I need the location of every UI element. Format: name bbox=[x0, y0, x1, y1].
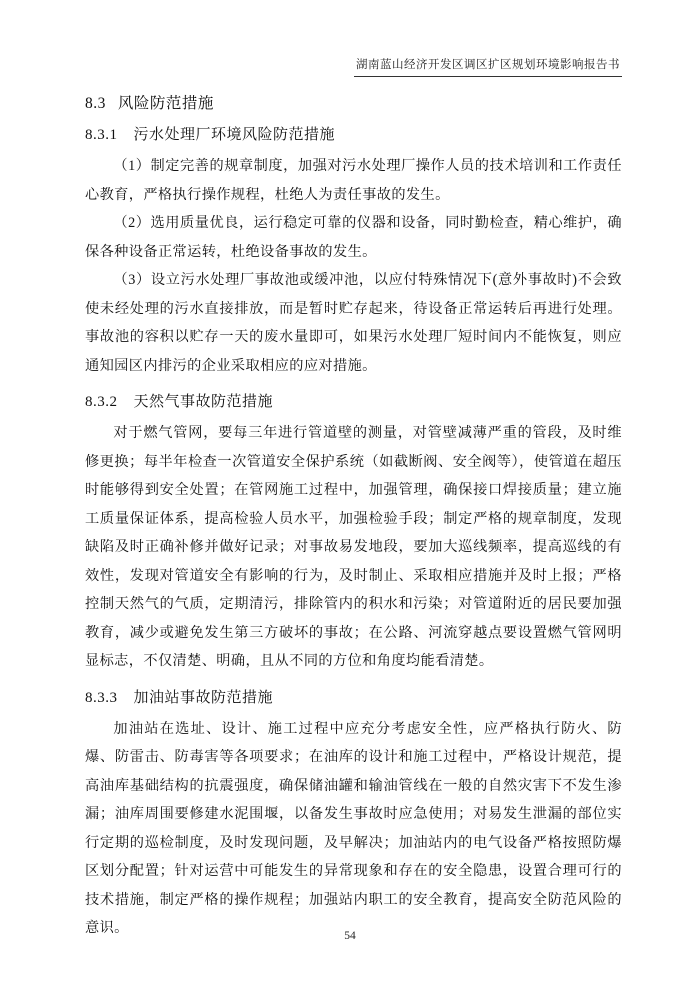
section-title: 污水处理厂环境风险防范措施 bbox=[133, 127, 336, 144]
page-header bbox=[85, 55, 622, 77]
paragraph-8-3-1-item-3: （3）设立污水处理厂事故池或缓冲池，以应付特殊情况下(意外事故时)不会致使未经处理的污水直接排放，而是暂时贮存起来，待设备正常运转后再进行处理。事故池的容积以贮存一天的废水量即可，如果污水处理厂短时间内不能恢复，则应通知园区内排污的企业采取相应的应对措施。 bbox=[85, 272, 622, 374]
section-title: 加油站事故防范措施 bbox=[133, 689, 274, 706]
section-heading-8-3 bbox=[85, 91, 622, 113]
running-title: 湖南蓝山经济开发区调区扩区规划环境影响报告书 bbox=[354, 57, 622, 77]
paragraph-8-3-2: 对于燃气管网，要每三年进行管道壁的测量，对管壁减薄严重的管段，及时维修更换；每半年检查一次管道安全保护系统（如截断阀、安全阀等），使管道在超压时能够得到安全处置；在管网施工过程中，加强管理，确保接口焊接质量；建立施工质量保证体系，提高检验人员水平，加强检验手段；制定严格的规章制度，发现缺陷及时正确补修并做好记录；对事故易发地段，要加大巡线频率，提高巡线的有效性，发现对管道安全有影响的行为，及时制止、采取相应措施并及时上报；严格控制天然气的气质，定期清污，排除管内的积水和污染；对管道附近的居民要加强教育，减少或避免发生第三方破坏的事故；在公路、河流穿越点要设置燃气管网明显标志，不仅清楚、明确，且从不同的方位和角度均能看清楚。 bbox=[85, 425, 622, 670]
section-title: 天然气事故防范措施 bbox=[133, 394, 274, 411]
section-heading-8-3-1 bbox=[85, 123, 622, 144]
section-number: 8.3 bbox=[85, 95, 106, 113]
page-footer bbox=[0, 930, 700, 942]
section-number: 8.3.3 bbox=[85, 689, 118, 706]
section-title: 风险防范措施 bbox=[117, 95, 214, 113]
paragraph-8-3-3: 加油站在选址、设计、施工过程中应充分考虑安全性，应严格执行防火、防爆、防雷击、防毒害等各项要求；在油库的设计和施工过程中，严格设计规范，提高油库基础结构的抗震强度，确保储油罐和输油管线在一般的自然灾害下不发生渗漏；油库周围要修建水泥围堰，以备发生事故时应急使用；对易发生泄漏的部位实行定期的巡检制度，及时发现问题，及早解决；加油站内的电气设备严格按照防爆区划分配置；针对运营中可能发生的异常现象和存在的安全隐患，设置合理可行的技术措施，制定严格的操作规程；加强站内职工的安全教育，提高安全防范风险的意识。 bbox=[85, 720, 622, 937]
paragraph-8-3-1-item-2: （2）选用质量优良，运行稳定可靠的仪器和设备，同时勤检查，精心维护，确保各种设备正常运转，杜绝设备事故的发生。 bbox=[85, 215, 622, 260]
section-heading-8-3-3 bbox=[85, 686, 622, 707]
section-number: 8.3.2 bbox=[85, 394, 118, 411]
section-number: 8.3.1 bbox=[85, 127, 118, 144]
page-number: 54 bbox=[344, 930, 356, 942]
page-content bbox=[85, 55, 622, 943]
paragraph-8-3-1-item-1: （1）制定完善的规章制度，加强对污水处理厂操作人员的技术培训和工作责任心教育，严格执行操作规程，杜绝人为责任事故的发生。 bbox=[85, 158, 622, 203]
section-heading-8-3-2 bbox=[85, 390, 622, 411]
